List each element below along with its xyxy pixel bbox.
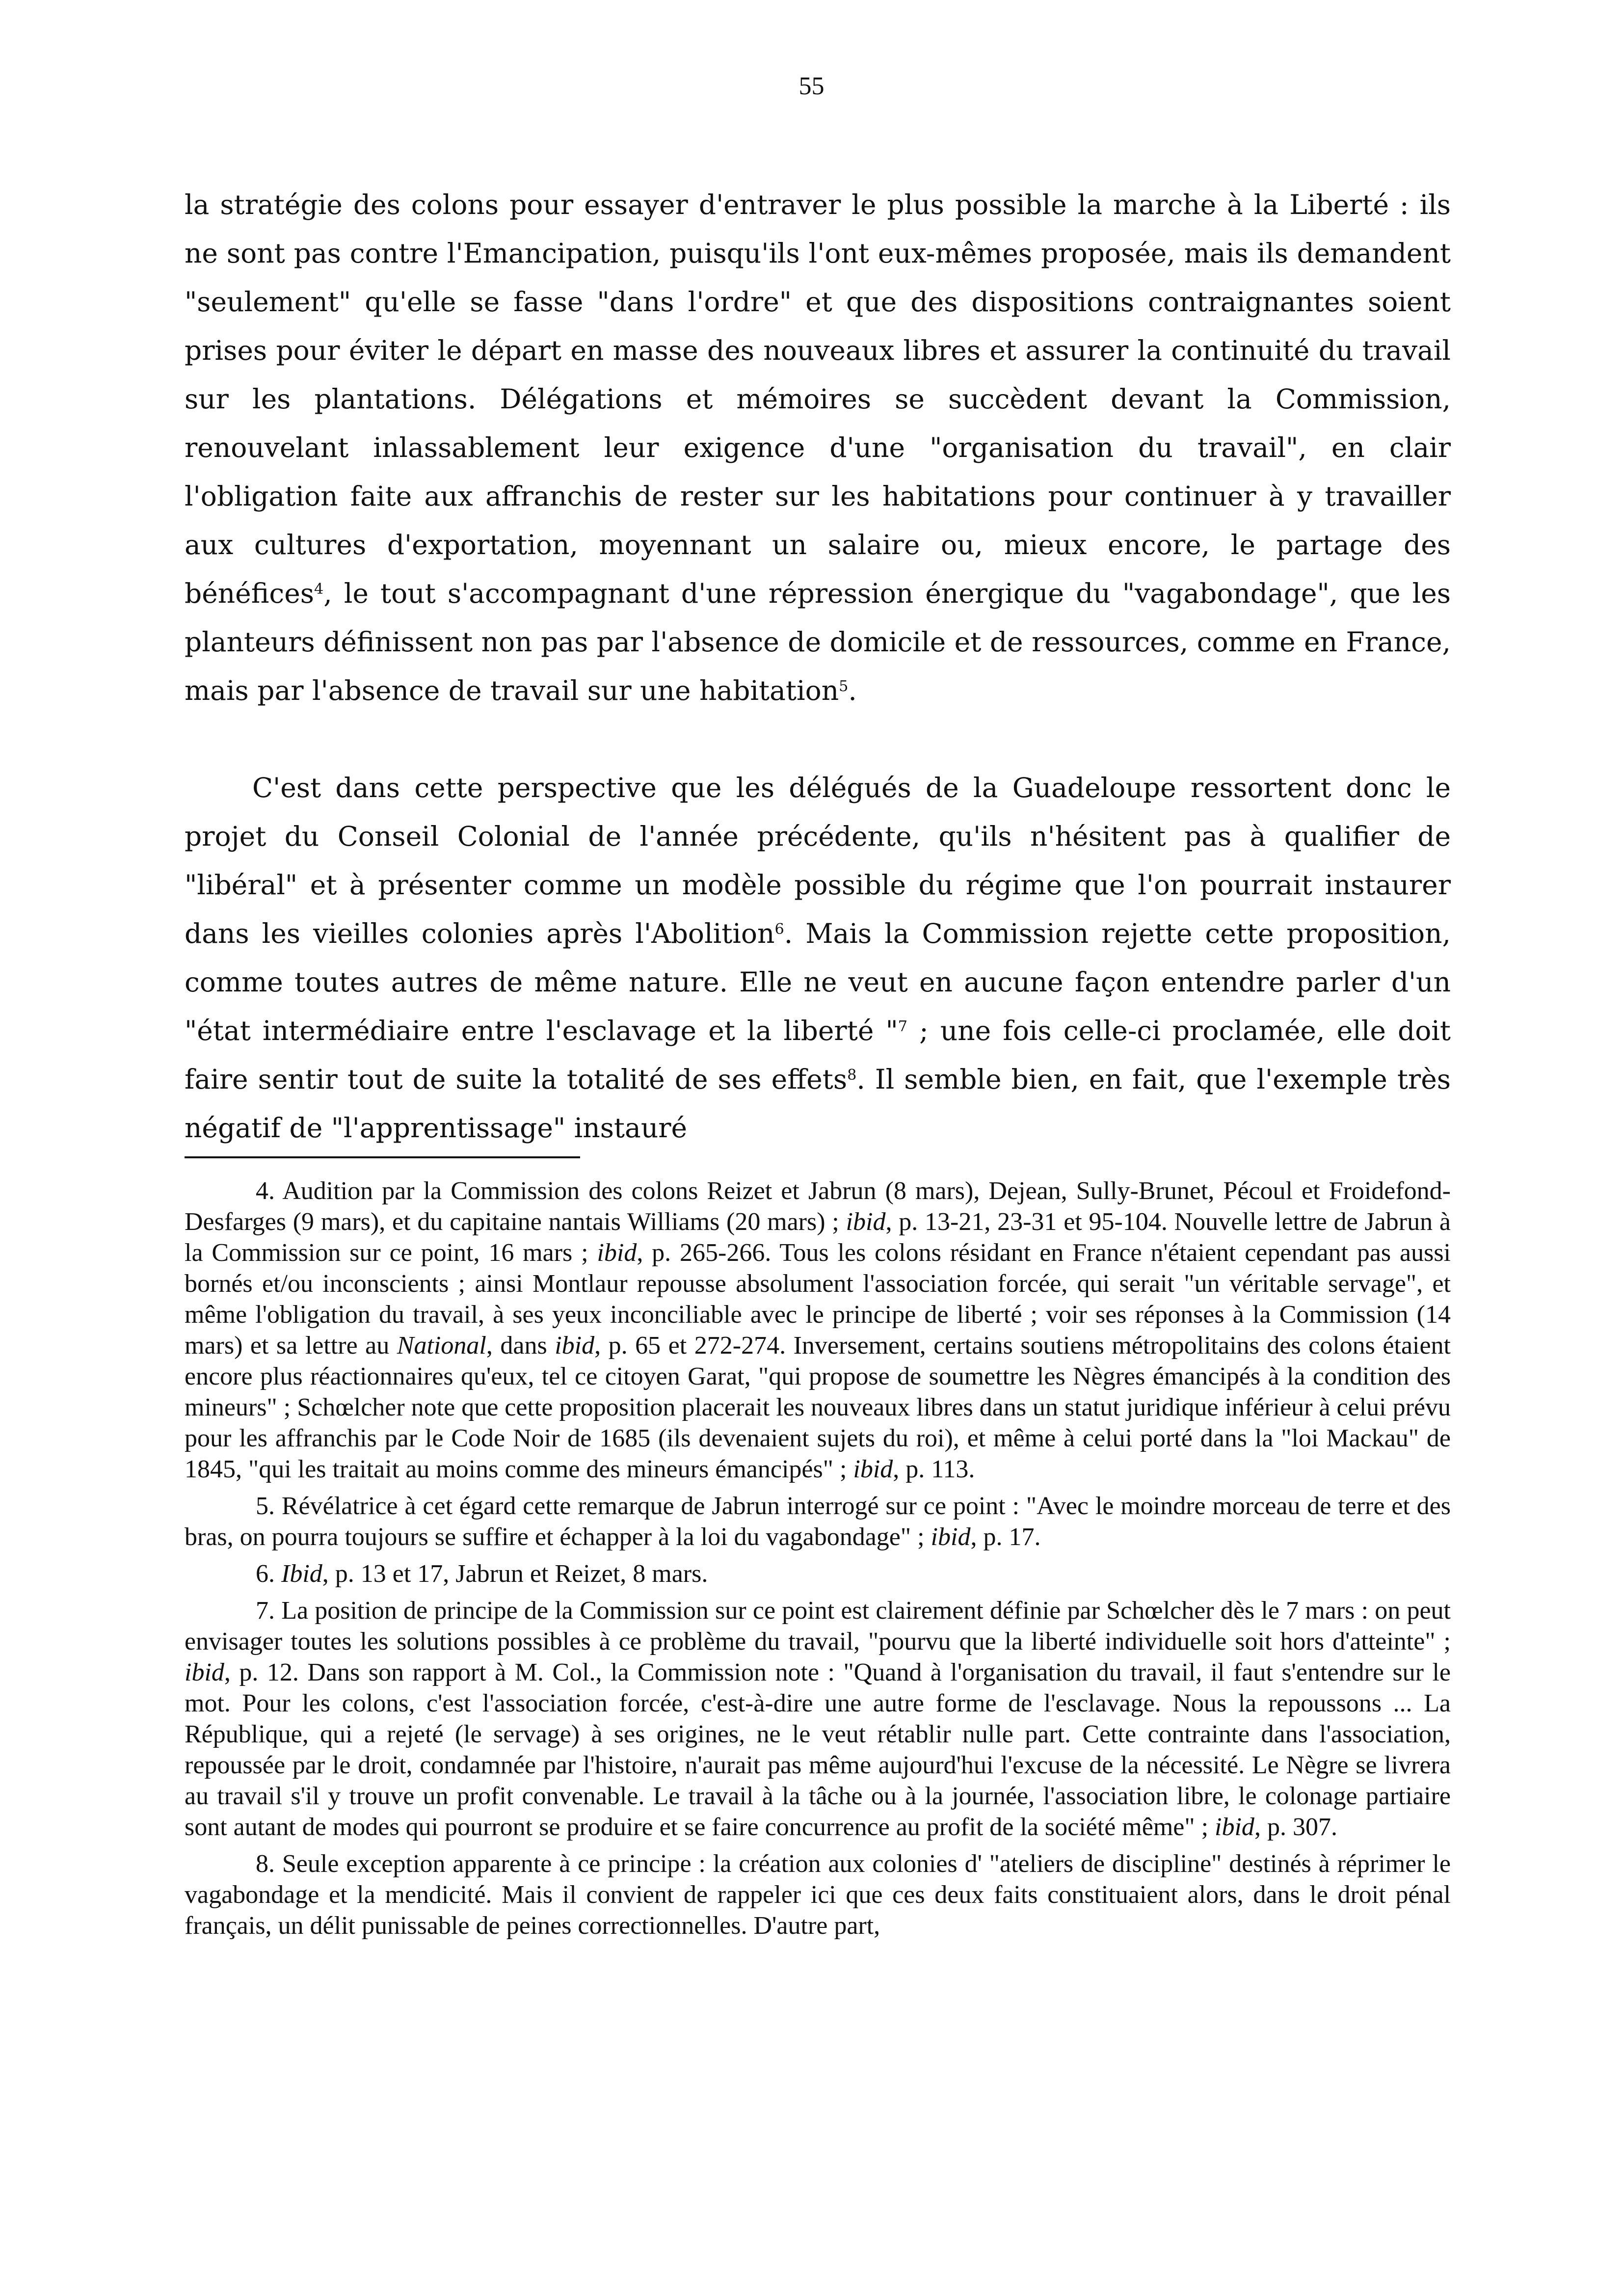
italic-text: ibid [853, 1455, 893, 1483]
text-run: , p. 13 et 17, Jabrun et Reizet, 8 mars. [322, 1560, 708, 1588]
text-run: , p. 12. Dans son rapport à M. Col., la Commission note : "Quand à l'organisation du travail, il faut s'entendre sur le mot. Pour les colons, c'est l'association forcée, c'est-à-dire une autre forme de l'esclavage. Nous la repoussons ... La République, qui a rejeté (le servage) à ses origines, ne le veut rétablir nulle part. Cette contrainte dans l'association, repoussée par le droit, condamnée par l'histoire, n'aurait pas même aujourd'hui l'excuse de la nécessité. Le Nègre se livrera au travail s'il y trouve un profit convenable. Le travail à la tâche ou à la journée, l'association libre, le colonage partiaire sont autant de modes qui pourront se produire et se faire concurrence au profit de la société même" ; [185, 1658, 1451, 1841]
text-run: , p. 65 et 272-274. Inversement, certains soutiens métropolitains des colons étaient encore plus réactionnaires qu'eux, tel ce citoyen Garat, "qui propose de soumettre les Nègres émancipés à la condition des mineurs" ; Schœlcher note que cette proposition placerait les nouveaux libres dans un statut juridique inférieur à celui prévu pour les affranchis par le Code Noir de 1685 (ils devenaient sujets du roi), et même à celui porté dans la "loi Mackau" de 1845, "qui les traitait au moins comme des mineurs émancipés" ; [185, 1332, 1451, 1483]
footnotes [185, 1175, 1451, 1947]
text-run: 8. Seule exception apparente à ce principe : la création aux colonies d' "ateliers de discipline" destinés à réprimer le vagabondage et la mendicité. Mais il convient de rappeler ici que ces deux faits constituaient alors, dans le droit pénal français, un délit punissable de peines correctionnelles. D'autre part, [185, 1850, 1451, 1940]
footnote-5 [185, 1491, 1451, 1552]
italic-text: Ibid [281, 1560, 322, 1588]
text-run: 6. [256, 1560, 281, 1588]
italic-text: ibid [597, 1239, 637, 1267]
body-paragraph [185, 764, 1451, 1152]
footnote-reference: 6 [774, 920, 784, 938]
italic-text: ibid [846, 1208, 886, 1236]
text-run: . Il semble bien, en fait, que l'exemple très négatif de "l'apprentissage" instauré [185, 1064, 1451, 1144]
text-run: ; une fois celle-ci proclamée, elle doit faire sentir tout de suite la totalité de ses effets [185, 1015, 1451, 1095]
italic-text: ibid [185, 1658, 224, 1686]
body-paragraph [185, 181, 1451, 715]
body-text [185, 181, 1451, 1152]
italic-text: ibid [555, 1332, 595, 1360]
text-run: , p. 307. [1254, 1813, 1337, 1841]
footnote-7 [185, 1595, 1451, 1842]
footnote-separator [185, 1156, 580, 1158]
text-run: , p. 13-21, 23-31 et 95-104. Nouvelle lettre de Jabrun à la Commission sur ce point, 16 mars ; [185, 1208, 1451, 1267]
text-run: C'est dans cette perspective que les délégués de la Guadeloupe ressortent donc le projet du Conseil Colonial de l'année précédente, qu'ils n'hésitent pas à qualifier de "libéral" et à présenter comme un modèle possible du régime que l'on pourrait instaurer dans les vieilles colonies après l'Abolition [185, 772, 1451, 949]
italic-text: ibid [931, 1523, 971, 1551]
text-run: la stratégie des colons pour essayer d'entraver le plus possible la marche à la Liberté : ils ne sont pas contre l'Emancipation, puisqu'ils l'ont eux-mêmes proposée, mais ils demandent "seulement" qu'elle se fasse "dans l'ordre" et que des dispositions contraignantes soient prises pour éviter le départ en masse des nouveaux libres et assurer la continuité du travail sur les plantations. Délégations et mémoires se succèdent devant la Commission, renouvelant inlassablement leur exigence d'une "organisation du travail", en clair l'obligation faite aux affranchis de rester sur les habitations pour continuer à y travailler aux cultures d'exportation, moyennant un salaire ou, mieux encore, le partage des bénéfices [185, 189, 1451, 609]
text-run: 5. Révélatrice à cet égard cette remarque de Jabrun interrogé sur ce point : "Avec le moindre morceau de terre et des bras, on pourra toujours se suffire et échapper à la loi du vagabondage" ; [185, 1492, 1451, 1551]
page-number: 55 [798, 72, 825, 100]
footnote-reference: 5 [839, 677, 849, 695]
text-run: . Mais la Commission rejette cette proposition, comme toutes autres de même nature. Elle ne veut en aucune façon entendre parler d'un "état intermédiaire entre l'esclavage et la liberté " [185, 918, 1451, 1046]
text-run: , p. 113. [893, 1455, 975, 1483]
footnote-reference: 7 [898, 1017, 908, 1035]
text-run: 4. Audition par la Commission des colons Reizet et Jabrun (8 mars), Dejean, Sully-Brunet, Pécoul et Froidefond-Desfarges (9 mars), et du capitaine nantais Williams (20 mars) ; [185, 1177, 1451, 1236]
footnote-4 [185, 1175, 1451, 1485]
text-run: , le tout s'accompagnant d'une répression énergique du "vagabondage", que les planteurs définissent non pas par l'absence de domicile et de ressources, comme en France, mais par l'absence de travail sur une habitation [185, 578, 1451, 706]
text-run: 7. La position de principe de la Commission sur ce point est clairement définie par Schœlcher dès le 7 mars : on peut envisager toutes les solutions possibles à ce problème du travail, "pourvu que la liberté individuelle soit hors d'atteinte" ; [185, 1597, 1451, 1655]
footnote-reference: 8 [847, 1066, 857, 1084]
text-run: , dans [486, 1332, 555, 1360]
text-run: , p. 265-266. Tous les colons résidant en France n'étaient cependant pas aussi bornés et/ou inconscients ; ainsi Montlaur repousse absolument l'association forcée, qui serait "un véritable servage", et même l'obligation du travail, à ses yeux inconciliable avec le principe de liberté ; voir ses réponses à la Commission (14 mars) et sa lettre au [185, 1239, 1451, 1360]
italic-text: National [397, 1332, 486, 1360]
text-run: , p. 17. [970, 1523, 1041, 1551]
footnote-8 [185, 1848, 1451, 1941]
text-run: . [848, 675, 857, 706]
italic-text: ibid [1215, 1813, 1254, 1841]
footnote-reference: 4 [314, 580, 324, 598]
footnote-6 [185, 1558, 1451, 1589]
